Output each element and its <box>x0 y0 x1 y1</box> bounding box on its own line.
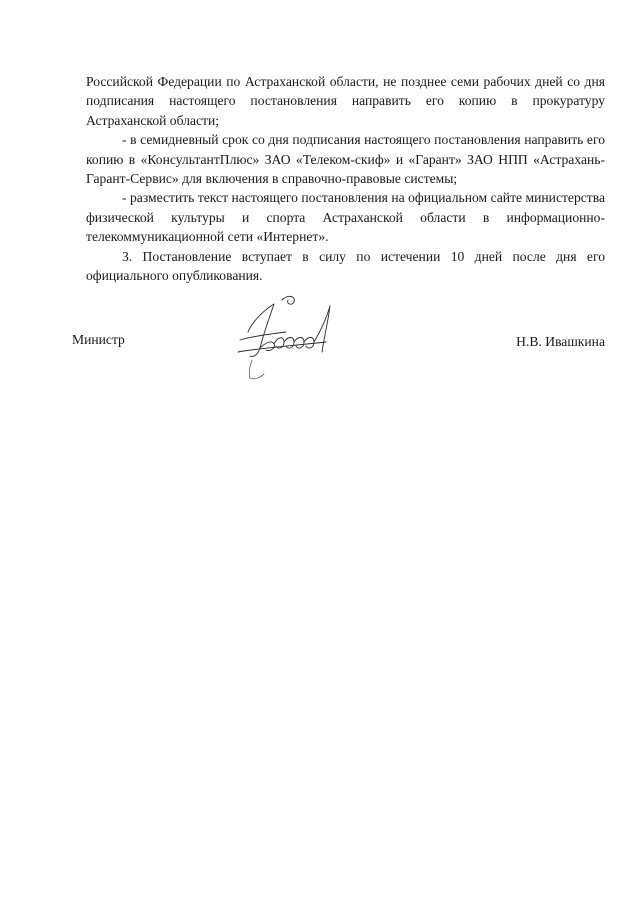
document-body <box>86 72 605 285</box>
paragraph-4: 3. Постановление вступает в силу по истечении 10 дней после дня его официального опубликования. <box>86 248 605 284</box>
paragraph-2: - в семидневный срок со дня подписания настоящего постановления направить его копию в «КонсультантПлюс» ЗАО «Телеком-скиф» и «Гарант» ЗАО НПП «Астрахань-Гарант-Сервис» для включения в справочно-правовые системы; <box>86 132 605 187</box>
paragraph-1: Российской Федерации по Астраханской области, не позднее семи рабочих дней со дня подписания настоящего постановления направить его копию в прокуратуру Астраханской области; <box>86 74 605 128</box>
paragraph-3: - разместить текст настоящего постановления на официальном сайте министерства физической культуры и спорта Астраханской области в информационно-телекоммуникационной сети «Интернет». <box>86 190 605 245</box>
signature-block <box>72 330 605 390</box>
signer-title: Министр <box>72 332 125 347</box>
handwritten-signature-icon <box>230 292 348 388</box>
signer-name: Н.В. Ивашкина <box>516 334 605 349</box>
